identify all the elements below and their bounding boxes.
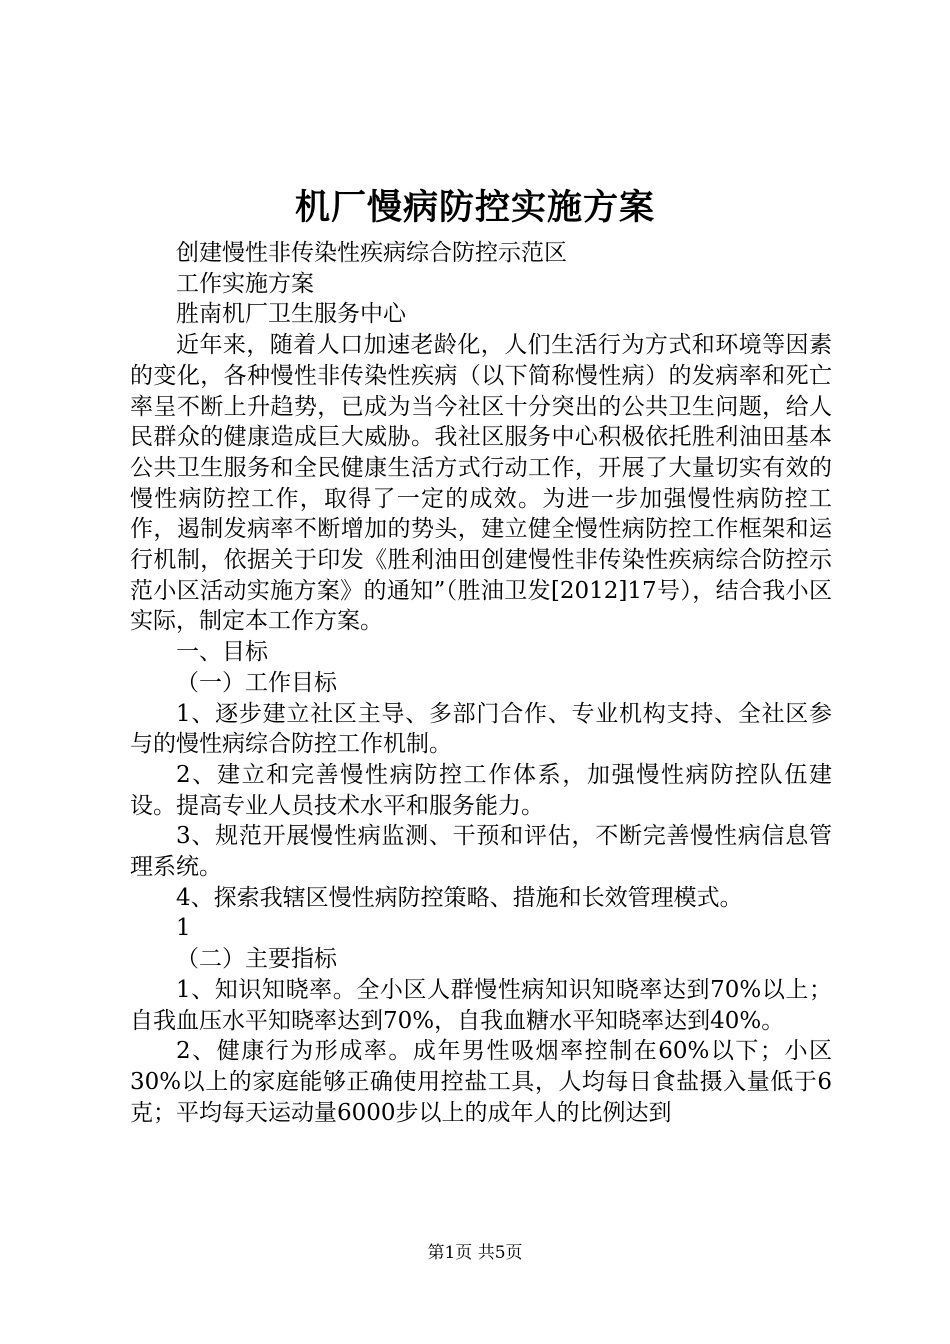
subsection-heading: （二）主要指标 bbox=[176, 946, 337, 973]
intro-paragraph: 近年来，随着人口加速老龄化，人们生活行为方式和环境等因素的变化，各种慢性非传染性疾病（以下简称慢性病）的发病率和死亡率呈不断上升趋势，已成为当今社区十分突出的公共卫生问题，给人民群众的健康造成巨大威胁。我社区服务中心积极依托胜利油田基本公共卫生服务和全民健康生活方式行动工作，开展了大量切实有效的慢性病防控工作，取得了一定的成效。为进一步加强慢性病防控工作，遏制发病率不断增加的势头，建立健全慢性病防控工作框架和运行机制，依据关于印发《胜利油田创建慢性非传染性疾病综合防控示范小区活动实施方案》的通知”（胜油卫发[2012]17号），结合我小区实际，制定本工作方案。 bbox=[130, 332, 832, 635]
page-marker: 1 bbox=[176, 915, 191, 942]
document-title: 机厂慢病防控实施方案 bbox=[294, 187, 655, 228]
list-item: 2、健康行为形成率。成年男性吸烟率控制在60%以下；小区30%以上的家庭能够正确使用控盐工具，人均每日食盐摄入量低于6克；平均每天运动量6000步以上的成年人的比例达到 bbox=[130, 1038, 832, 1126]
document-body bbox=[130, 238, 832, 1128]
subsection-heading: （一）工作目标 bbox=[176, 669, 337, 696]
page-footer: 第1页 共5页 bbox=[427, 1243, 523, 1263]
subtitle-line: 创建慢性非传染性疾病综合防控示范区 bbox=[176, 240, 567, 266]
organization-name: 胜南机厂卫生服务中心 bbox=[176, 301, 406, 328]
list-item: 3、规范开展慢性病监测、干预和评估，不断完善慢性病信息管理系统。 bbox=[130, 823, 832, 881]
subtitle-line: 工作实施方案 bbox=[176, 270, 314, 297]
list-item: 4、探索我辖区慢性病防控策略、措施和长效管理模式。 bbox=[176, 884, 743, 911]
section-heading: 一、目标 bbox=[176, 639, 268, 666]
list-item: 1、逐步建立社区主导、多部门合作、专业机构支持、全社区参与的慢性病综合防控工作机制。 bbox=[130, 700, 832, 758]
list-item: 1、知识知晓率。全小区人群慢性病知识知晓率达到70%以上；自我血压水平知晓率达到70%，自我血糖水平知晓率达到40%。 bbox=[130, 976, 832, 1034]
list-item: 2、建立和完善慢性病防控工作体系，加强慢性病防控队伍建设。提高专业人员技术水平和服务能力。 bbox=[130, 761, 832, 819]
